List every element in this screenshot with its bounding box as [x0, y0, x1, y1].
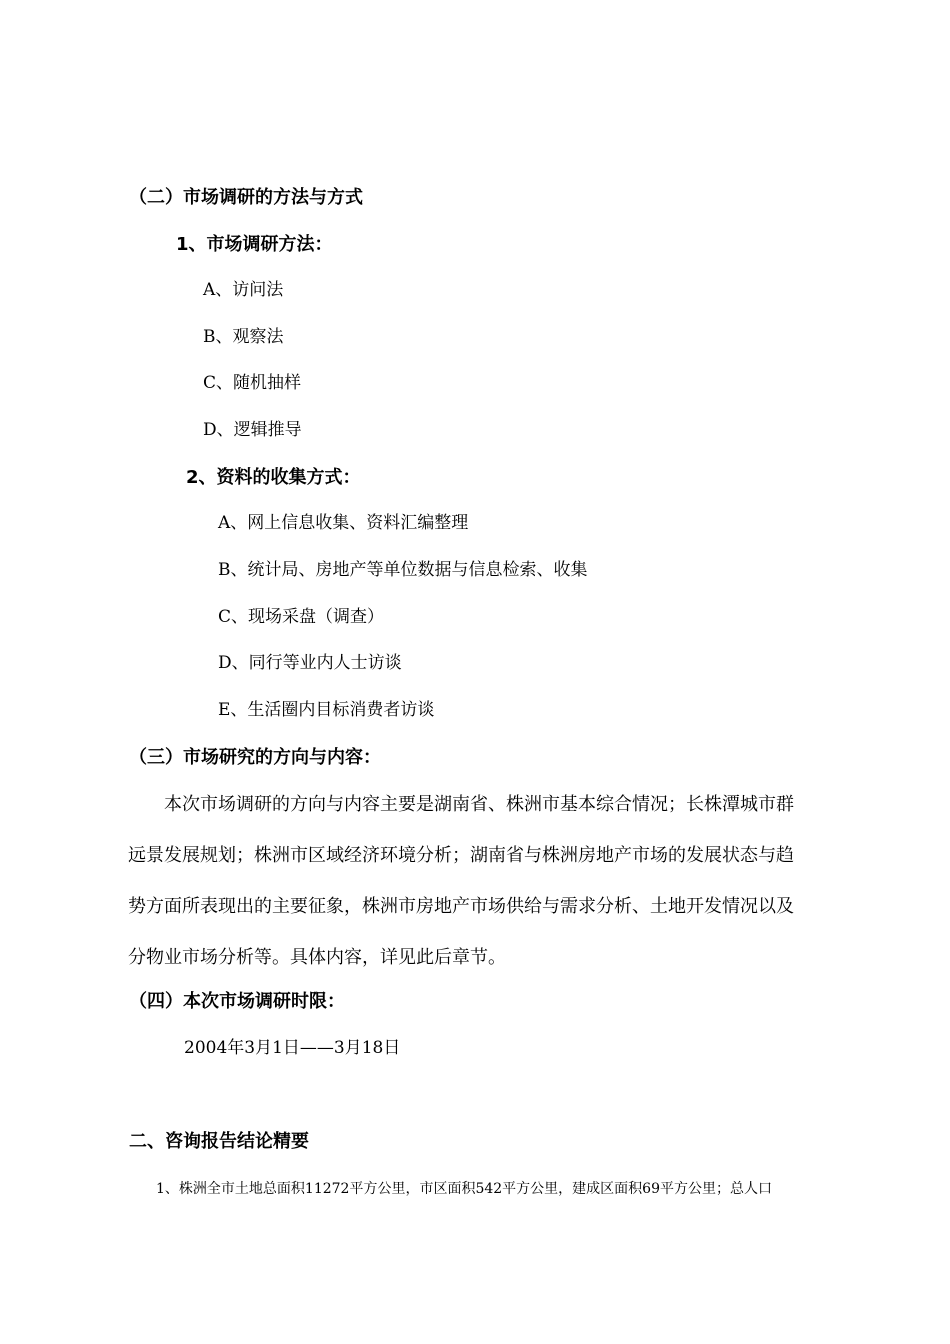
method-item: C、随机抽样 — [203, 373, 302, 393]
part-heading-conclusions: 二、咨询报告结论精要 — [129, 1131, 309, 1152]
paragraph-line: 远景发展规划；株洲市区域经济环境分析；湖南省与株洲房地产市场的发展状态与趋 — [128, 845, 794, 866]
section-heading-direction: （三）市场研究的方向与内容： — [129, 747, 381, 768]
method-item: A、访问法 — [203, 280, 284, 300]
collection-item: D、同行等业内人士访谈 — [218, 653, 402, 673]
collection-item: A、网上信息收集、资料汇编整理 — [218, 513, 469, 533]
research-content-paragraph — [128, 779, 828, 983]
paragraph-line: 本次市场调研的方向与内容主要是湖南省、株洲市基本综合情况；长株潭城市群 — [164, 794, 794, 815]
method-item: D、逻辑推导 — [203, 420, 302, 440]
paragraph-line: 分物业市场分析等。具体内容，详见此后章节。 — [128, 947, 506, 968]
collection-item: E、生活圈内目标消费者访谈 — [218, 700, 435, 720]
method-item: B、观察法 — [203, 327, 284, 347]
subheading-research-methods: 1、市场调研方法： — [176, 234, 333, 255]
subheading-collection-methods: 2、资料的收集方式： — [186, 467, 361, 488]
collection-item: C、现场采盘（调查） — [218, 607, 385, 627]
collection-item: B、统计局、房地产等单位数据与信息检索、收集 — [218, 560, 588, 580]
section-heading-methods: （二）市场调研的方法与方式 — [129, 187, 363, 208]
section-heading-period: （四）本次市场调研时限： — [129, 991, 345, 1012]
conclusion-item: 1、株洲全市土地总面积11272平方公里，市区面积542平方公里，建成区面积69平方公里；总人口 — [156, 1181, 772, 1197]
research-period: 2004年3月1日——3月18日 — [184, 1038, 401, 1058]
paragraph-line: 势方面所表现出的主要征象，株洲市房地产市场供给与需求分析、土地开发情况以及 — [128, 896, 794, 917]
